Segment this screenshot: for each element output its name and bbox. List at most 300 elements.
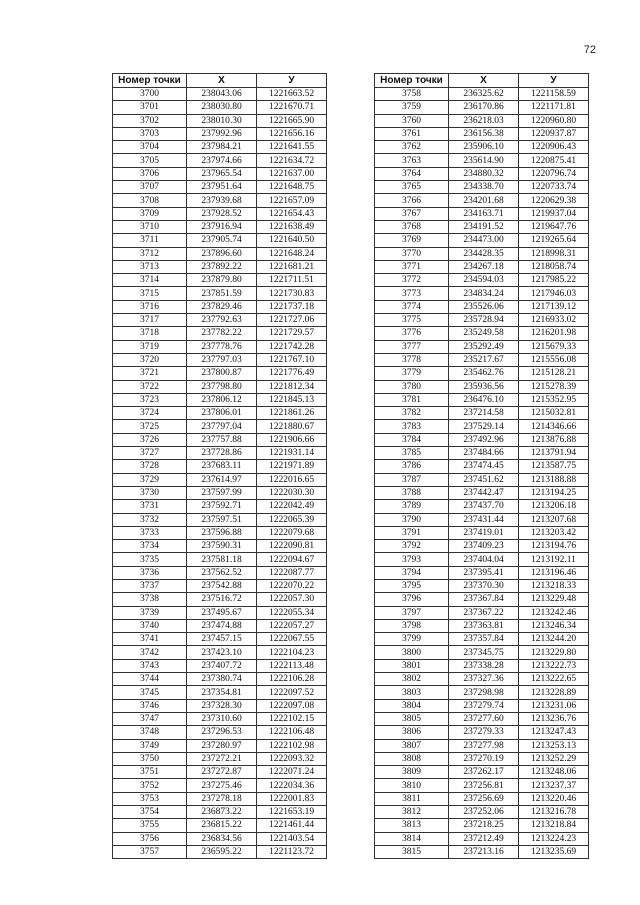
cell-y: 1222102.15 xyxy=(257,712,327,725)
coordinates-table-right xyxy=(374,73,589,859)
cell-x: 237338.28 xyxy=(449,659,519,672)
table-row xyxy=(375,433,589,446)
cell-y: 1213220.46 xyxy=(519,792,589,805)
cell-point-number: 3814 xyxy=(375,832,449,845)
table-row xyxy=(113,473,327,486)
table-row xyxy=(113,340,327,353)
table-row xyxy=(375,779,589,792)
cell-y: 1221158.59 xyxy=(519,88,589,101)
table-row xyxy=(113,646,327,659)
cell-y: 1221681.21 xyxy=(257,260,327,273)
cell-point-number: 3787 xyxy=(375,473,449,486)
cell-y: 1221971.89 xyxy=(257,460,327,473)
cell-point-number: 3801 xyxy=(375,659,449,672)
cell-y: 1213242.46 xyxy=(519,606,589,619)
cell-x: 237879.80 xyxy=(187,274,257,287)
table-row xyxy=(113,606,327,619)
cell-x: 237797.04 xyxy=(187,420,257,433)
table-row xyxy=(113,699,327,712)
cell-y: 1221648.75 xyxy=(257,181,327,194)
cell-x: 237451.62 xyxy=(449,473,519,486)
cell-y: 1213253.13 xyxy=(519,739,589,752)
cell-y: 1221634.72 xyxy=(257,154,327,167)
table-row xyxy=(375,752,589,765)
cell-x: 237581.18 xyxy=(187,553,257,566)
cell-y: 1221812.34 xyxy=(257,380,327,393)
cell-point-number: 3712 xyxy=(113,247,187,260)
cell-x: 237256.69 xyxy=(449,792,519,805)
cell-point-number: 3769 xyxy=(375,234,449,247)
coordinates-table-left xyxy=(112,73,327,859)
cell-point-number: 3799 xyxy=(375,633,449,646)
cell-point-number: 3804 xyxy=(375,699,449,712)
table-row xyxy=(113,101,327,114)
table-row xyxy=(375,181,589,194)
cell-y: 1217985.22 xyxy=(519,274,589,287)
cell-point-number: 3783 xyxy=(375,420,449,433)
table-row xyxy=(113,766,327,779)
table-row xyxy=(113,779,327,792)
table-row xyxy=(375,300,589,313)
cell-point-number: 3762 xyxy=(375,141,449,154)
cell-y: 1215679.33 xyxy=(519,340,589,353)
cell-y: 1213207.68 xyxy=(519,513,589,526)
cell-x: 237474.88 xyxy=(187,619,257,632)
table-row xyxy=(375,420,589,433)
cell-y: 1222079.68 xyxy=(257,526,327,539)
cell-point-number: 3779 xyxy=(375,367,449,380)
table-row xyxy=(375,88,589,101)
cell-y: 1221729.57 xyxy=(257,327,327,340)
table-row xyxy=(113,540,327,553)
table-row xyxy=(113,845,327,858)
table-row xyxy=(113,460,327,473)
cell-point-number: 3789 xyxy=(375,500,449,513)
table-row xyxy=(113,393,327,406)
cell-point-number: 3724 xyxy=(113,407,187,420)
cell-x: 235526.06 xyxy=(449,300,519,313)
table-row xyxy=(375,167,589,180)
cell-y: 1213203.42 xyxy=(519,526,589,539)
table-row xyxy=(113,353,327,366)
cell-x: 237277.60 xyxy=(449,712,519,725)
cell-point-number: 3763 xyxy=(375,154,449,167)
cell-point-number: 3728 xyxy=(113,460,187,473)
table-row xyxy=(113,194,327,207)
cell-x: 235614.90 xyxy=(449,154,519,167)
cell-x: 237419.01 xyxy=(449,526,519,539)
header-x: X xyxy=(449,74,519,88)
table-header-row xyxy=(113,74,327,88)
table-row xyxy=(375,606,589,619)
cell-x: 237474.45 xyxy=(449,460,519,473)
cell-y: 1222090.81 xyxy=(257,540,327,553)
cell-x: 237892.22 xyxy=(187,260,257,273)
table-row xyxy=(113,88,327,101)
cell-point-number: 3786 xyxy=(375,460,449,473)
cell-y: 1221776.49 xyxy=(257,367,327,380)
cell-x: 237212.49 xyxy=(449,832,519,845)
table-row xyxy=(375,766,589,779)
table-row xyxy=(113,181,327,194)
cell-x: 236170.86 xyxy=(449,101,519,114)
table-row xyxy=(113,367,327,380)
table-row xyxy=(375,247,589,260)
cell-x: 236218.03 xyxy=(449,114,519,127)
cell-y: 1222097.08 xyxy=(257,699,327,712)
cell-y: 1221845.13 xyxy=(257,393,327,406)
cell-x: 234428.35 xyxy=(449,247,519,260)
header-y: У xyxy=(257,74,327,88)
cell-x: 235217.67 xyxy=(449,353,519,366)
table-row xyxy=(375,540,589,553)
table-row xyxy=(113,407,327,420)
cell-x: 237363.81 xyxy=(449,619,519,632)
cell-point-number: 3807 xyxy=(375,739,449,752)
cell-point-number: 3705 xyxy=(113,154,187,167)
cell-point-number: 3738 xyxy=(113,593,187,606)
cell-y: 1220937.87 xyxy=(519,127,589,140)
cell-x: 237328.30 xyxy=(187,699,257,712)
cell-y: 1222034.36 xyxy=(257,779,327,792)
cell-x: 237905.74 xyxy=(187,234,257,247)
table-row xyxy=(375,646,589,659)
table-row xyxy=(113,380,327,393)
cell-y: 1222097.52 xyxy=(257,686,327,699)
cell-x: 236834.56 xyxy=(187,832,257,845)
cell-y: 1213244.20 xyxy=(519,633,589,646)
table-row xyxy=(375,327,589,340)
cell-x: 234163.71 xyxy=(449,207,519,220)
cell-y: 1221670.71 xyxy=(257,101,327,114)
cell-point-number: 3745 xyxy=(113,686,187,699)
cell-x: 237213.16 xyxy=(449,845,519,858)
table-row xyxy=(375,566,589,579)
cell-y: 1221665.90 xyxy=(257,114,327,127)
table-row xyxy=(113,234,327,247)
cell-x: 237951.64 xyxy=(187,181,257,194)
cell-point-number: 3794 xyxy=(375,566,449,579)
cell-x: 237409.23 xyxy=(449,540,519,553)
cell-x: 237829.46 xyxy=(187,300,257,313)
cell-x: 237395.41 xyxy=(449,566,519,579)
cell-y: 1218998.31 xyxy=(519,247,589,260)
table-row xyxy=(375,845,589,858)
table-row xyxy=(113,447,327,460)
cell-y: 1213216.78 xyxy=(519,806,589,819)
cell-x: 237597.99 xyxy=(187,486,257,499)
cell-point-number: 3810 xyxy=(375,779,449,792)
cell-x: 236476.10 xyxy=(449,393,519,406)
cell-y: 1215556.08 xyxy=(519,353,589,366)
cell-point-number: 3792 xyxy=(375,540,449,553)
cell-y: 1216933.02 xyxy=(519,314,589,327)
cell-y: 1213246.34 xyxy=(519,619,589,632)
cell-point-number: 3809 xyxy=(375,766,449,779)
cell-y: 1222104.23 xyxy=(257,646,327,659)
cell-y: 1220906.43 xyxy=(519,141,589,154)
cell-y: 1214346.66 xyxy=(519,420,589,433)
cell-x: 237597.51 xyxy=(187,513,257,526)
cell-point-number: 3793 xyxy=(375,553,449,566)
table-row xyxy=(113,141,327,154)
cell-point-number: 3717 xyxy=(113,314,187,327)
table-row xyxy=(113,593,327,606)
cell-y: 1220960.80 xyxy=(519,114,589,127)
table-row xyxy=(375,194,589,207)
cell-x: 237683.11 xyxy=(187,460,257,473)
cell-point-number: 3798 xyxy=(375,619,449,632)
cell-x: 237275.46 xyxy=(187,779,257,792)
table-row xyxy=(113,247,327,260)
cell-y: 1222106.48 xyxy=(257,726,327,739)
cell-y: 1217946.03 xyxy=(519,287,589,300)
cell-x: 237404.04 xyxy=(449,553,519,566)
table-row xyxy=(113,633,327,646)
cell-x: 237380.74 xyxy=(187,673,257,686)
table-row xyxy=(375,486,589,499)
cell-point-number: 3734 xyxy=(113,540,187,553)
cell-point-number: 3743 xyxy=(113,659,187,672)
cell-point-number: 3768 xyxy=(375,220,449,233)
cell-point-number: 3752 xyxy=(113,779,187,792)
cell-x: 237370.30 xyxy=(449,579,519,592)
table-row xyxy=(113,792,327,805)
cell-y: 1219265.64 xyxy=(519,234,589,247)
cell-point-number: 3735 xyxy=(113,553,187,566)
cell-point-number: 3758 xyxy=(375,88,449,101)
cell-point-number: 3727 xyxy=(113,447,187,460)
table-row xyxy=(113,526,327,539)
cell-y: 1222106.28 xyxy=(257,673,327,686)
cell-point-number: 3791 xyxy=(375,526,449,539)
table-row xyxy=(375,447,589,460)
cell-x: 236815.22 xyxy=(187,819,257,832)
cell-point-number: 3776 xyxy=(375,327,449,340)
cell-point-number: 3780 xyxy=(375,380,449,393)
cell-y: 1213206.18 xyxy=(519,500,589,513)
cell-point-number: 3700 xyxy=(113,88,187,101)
cell-x: 237792.63 xyxy=(187,314,257,327)
cell-y: 1219937.04 xyxy=(519,207,589,220)
cell-point-number: 3715 xyxy=(113,287,187,300)
cell-x: 237542.88 xyxy=(187,579,257,592)
table-row xyxy=(375,407,589,420)
table-row xyxy=(375,340,589,353)
cell-y: 1221403.54 xyxy=(257,832,327,845)
cell-x: 237798.80 xyxy=(187,380,257,393)
table-row xyxy=(113,659,327,672)
cell-x: 235249.58 xyxy=(449,327,519,340)
cell-y: 1222016.65 xyxy=(257,473,327,486)
table-row xyxy=(113,114,327,127)
cell-x: 237278.18 xyxy=(187,792,257,805)
cell-point-number: 3749 xyxy=(113,739,187,752)
cell-x: 237974.66 xyxy=(187,154,257,167)
cell-point-number: 3722 xyxy=(113,380,187,393)
cell-point-number: 3795 xyxy=(375,579,449,592)
cell-y: 1221648.24 xyxy=(257,247,327,260)
table-row xyxy=(113,154,327,167)
cell-point-number: 3759 xyxy=(375,101,449,114)
cell-y: 1222070.22 xyxy=(257,579,327,592)
table-row xyxy=(113,420,327,433)
table-row xyxy=(113,619,327,632)
cell-point-number: 3764 xyxy=(375,167,449,180)
table-row xyxy=(375,127,589,140)
cell-point-number: 3781 xyxy=(375,393,449,406)
cell-x: 237214.58 xyxy=(449,407,519,420)
table-row xyxy=(375,526,589,539)
cell-point-number: 3760 xyxy=(375,114,449,127)
cell-point-number: 3748 xyxy=(113,726,187,739)
cell-point-number: 3733 xyxy=(113,526,187,539)
cell-point-number: 3718 xyxy=(113,327,187,340)
cell-y: 1220796.74 xyxy=(519,167,589,180)
cell-x: 237296.53 xyxy=(187,726,257,739)
table-row xyxy=(375,712,589,725)
cell-point-number: 3732 xyxy=(113,513,187,526)
cell-x: 237928.52 xyxy=(187,207,257,220)
table-header-row xyxy=(375,74,589,88)
table-row xyxy=(375,593,589,606)
cell-point-number: 3708 xyxy=(113,194,187,207)
cell-x: 237252.06 xyxy=(449,806,519,819)
table-row xyxy=(375,353,589,366)
cell-x: 235906.10 xyxy=(449,141,519,154)
cell-x: 234201.68 xyxy=(449,194,519,207)
cell-x: 237992.96 xyxy=(187,127,257,140)
cell-point-number: 3731 xyxy=(113,500,187,513)
cell-x: 237345.75 xyxy=(449,646,519,659)
cell-y: 1221880.67 xyxy=(257,420,327,433)
cell-point-number: 3709 xyxy=(113,207,187,220)
cell-x: 237357.84 xyxy=(449,633,519,646)
cell-y: 1220875.41 xyxy=(519,154,589,167)
cell-y: 1215352.95 xyxy=(519,393,589,406)
cell-point-number: 3790 xyxy=(375,513,449,526)
cell-y: 1221656.16 xyxy=(257,127,327,140)
cell-y: 1213229.48 xyxy=(519,593,589,606)
cell-y: 1221730.83 xyxy=(257,287,327,300)
cell-point-number: 3741 xyxy=(113,633,187,646)
cell-point-number: 3729 xyxy=(113,473,187,486)
cell-point-number: 3736 xyxy=(113,566,187,579)
cell-x: 237529.14 xyxy=(449,420,519,433)
cell-y: 1221931.14 xyxy=(257,447,327,460)
cell-y: 1213224.23 xyxy=(519,832,589,845)
cell-y: 1222055.34 xyxy=(257,606,327,619)
cell-point-number: 3802 xyxy=(375,673,449,686)
cell-point-number: 3747 xyxy=(113,712,187,725)
cell-point-number: 3730 xyxy=(113,486,187,499)
cell-y: 1222030.30 xyxy=(257,486,327,499)
table-row xyxy=(375,314,589,327)
cell-point-number: 3815 xyxy=(375,845,449,858)
cell-y: 1213229.80 xyxy=(519,646,589,659)
cell-y: 1221637.00 xyxy=(257,167,327,180)
table-row xyxy=(375,287,589,300)
cell-point-number: 3773 xyxy=(375,287,449,300)
cell-point-number: 3737 xyxy=(113,579,187,592)
cell-y: 1221737.18 xyxy=(257,300,327,313)
cell-x: 237939.68 xyxy=(187,194,257,207)
cell-point-number: 3767 xyxy=(375,207,449,220)
cell-x: 238010.30 xyxy=(187,114,257,127)
cell-x: 237596.88 xyxy=(187,526,257,539)
cell-y: 1213235.69 xyxy=(519,845,589,858)
header-point-number: Номер точки xyxy=(113,74,187,88)
table-row xyxy=(375,380,589,393)
table-row xyxy=(113,167,327,180)
cell-x: 237492.96 xyxy=(449,433,519,446)
cell-point-number: 3711 xyxy=(113,234,187,247)
cell-x: 237279.74 xyxy=(449,699,519,712)
cell-y: 1222094.67 xyxy=(257,553,327,566)
cell-y: 1221742.28 xyxy=(257,340,327,353)
cell-x: 237495.67 xyxy=(187,606,257,619)
table-row xyxy=(375,141,589,154)
cell-y: 1219647.76 xyxy=(519,220,589,233)
cell-x: 237327.36 xyxy=(449,673,519,686)
cell-x: 237256.81 xyxy=(449,779,519,792)
cell-y: 1217139.12 xyxy=(519,300,589,313)
cell-y: 1216201.98 xyxy=(519,327,589,340)
table-row xyxy=(113,566,327,579)
cell-y: 1222102.98 xyxy=(257,739,327,752)
cell-x: 237984.21 xyxy=(187,141,257,154)
table-row xyxy=(375,207,589,220)
cell-x: 237279.33 xyxy=(449,726,519,739)
table-row xyxy=(375,234,589,247)
cell-x: 237270.19 xyxy=(449,752,519,765)
cell-y: 1221861.26 xyxy=(257,407,327,420)
cell-y: 1222057.30 xyxy=(257,593,327,606)
cell-x: 237310.60 xyxy=(187,712,257,725)
table-row xyxy=(375,619,589,632)
cell-x: 234338.70 xyxy=(449,181,519,194)
cell-point-number: 3716 xyxy=(113,300,187,313)
table-row xyxy=(113,220,327,233)
cell-x: 235292.49 xyxy=(449,340,519,353)
cell-x: 234473.00 xyxy=(449,234,519,247)
cell-point-number: 3746 xyxy=(113,699,187,712)
cell-y: 1213876.88 xyxy=(519,433,589,446)
cell-x: 237367.84 xyxy=(449,593,519,606)
cell-point-number: 3725 xyxy=(113,420,187,433)
cell-point-number: 3704 xyxy=(113,141,187,154)
cell-x: 237800.87 xyxy=(187,367,257,380)
table-row xyxy=(113,207,327,220)
cell-x: 237442.47 xyxy=(449,486,519,499)
cell-y: 1213231.06 xyxy=(519,699,589,712)
table-row xyxy=(375,699,589,712)
table-row xyxy=(113,553,327,566)
cell-x: 237277.98 xyxy=(449,739,519,752)
table-row xyxy=(375,633,589,646)
header-x: X xyxy=(187,74,257,88)
table-row xyxy=(375,726,589,739)
cell-point-number: 3726 xyxy=(113,433,187,446)
cell-y: 1221906.66 xyxy=(257,433,327,446)
cell-x: 237592.71 xyxy=(187,500,257,513)
cell-x: 237457.15 xyxy=(187,633,257,646)
cell-y: 1222087.77 xyxy=(257,566,327,579)
cell-point-number: 3803 xyxy=(375,686,449,699)
cell-x: 237437.70 xyxy=(449,500,519,513)
table-row xyxy=(113,726,327,739)
table-row xyxy=(113,513,327,526)
